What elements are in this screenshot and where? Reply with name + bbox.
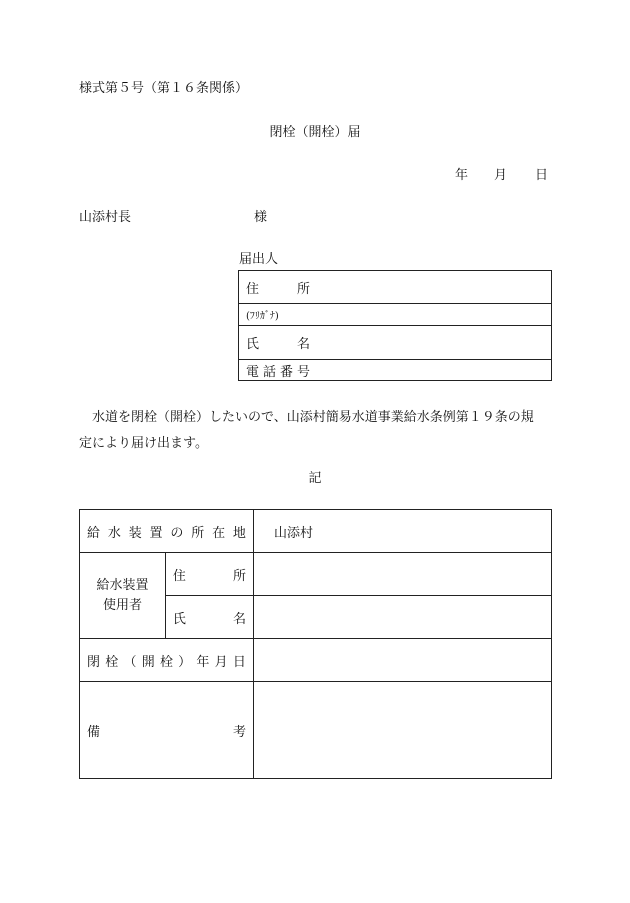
applicant-name-label: 氏 名: [246, 337, 310, 352]
user-name-label-cell: [165, 596, 253, 639]
location-label-cell: [80, 510, 254, 553]
applicant-table: [238, 270, 552, 381]
intro-text: [79, 405, 559, 457]
intro-line-1: 水道を閉栓（開栓）したいので、山添村簡易水道事業給水条例第１９条の規: [92, 410, 534, 425]
user-group-label-cell: [80, 553, 166, 639]
remarks-field[interactable]: [254, 682, 552, 779]
intro-line-2: 定により届け出ます。: [79, 436, 208, 451]
remarks-label: 備 考: [87, 724, 246, 740]
details-table: [79, 509, 552, 779]
user-group-label-line1: 給水装置: [96, 577, 149, 593]
user-address-field[interactable]: [254, 553, 552, 596]
applicant-label: 届出人: [239, 252, 279, 267]
applicant-phone-field[interactable]: [239, 360, 552, 381]
ki-heading: 記: [308, 471, 322, 486]
user-name-field[interactable]: [254, 596, 552, 639]
user-address-label-cell: [165, 553, 253, 596]
date-label-cell: [80, 639, 254, 682]
user-group-label-line2: 使用者: [102, 597, 142, 613]
user-name-label: 氏 名: [172, 611, 246, 627]
applicant-furigana-label: (ﾌﾘｶﾞﾅ): [246, 311, 279, 322]
applicant-phone-label: 電 話 番 号: [246, 364, 310, 380]
user-address-label: 住 所: [172, 568, 246, 584]
applicant-furigana-field[interactable]: [239, 304, 552, 326]
date-day-label: 日: [535, 168, 549, 183]
date-month-label: 月: [494, 168, 508, 183]
location-value: 山添村: [274, 525, 314, 541]
addressee: 山添村長: [79, 210, 132, 225]
location-value-field[interactable]: [254, 510, 552, 553]
location-label: 給 水 装 置 の 所 在 地: [87, 525, 246, 541]
applicant-address-field[interactable]: [239, 271, 552, 304]
close-open-date-field[interactable]: [254, 639, 552, 682]
form-number: 様式第５号（第１６条関係）: [79, 81, 249, 96]
applicant-address-label: 住 所: [246, 281, 310, 297]
page-title: 閉栓（開栓）届: [269, 125, 361, 140]
remarks-label-cell: [80, 682, 254, 779]
date-year-label: 年: [455, 168, 469, 183]
applicant-name-field[interactable]: [239, 326, 552, 360]
honorific: 様: [254, 210, 268, 225]
close-open-date-label: 閉 栓 （ 開 栓 ） 年 月 日: [87, 654, 246, 670]
